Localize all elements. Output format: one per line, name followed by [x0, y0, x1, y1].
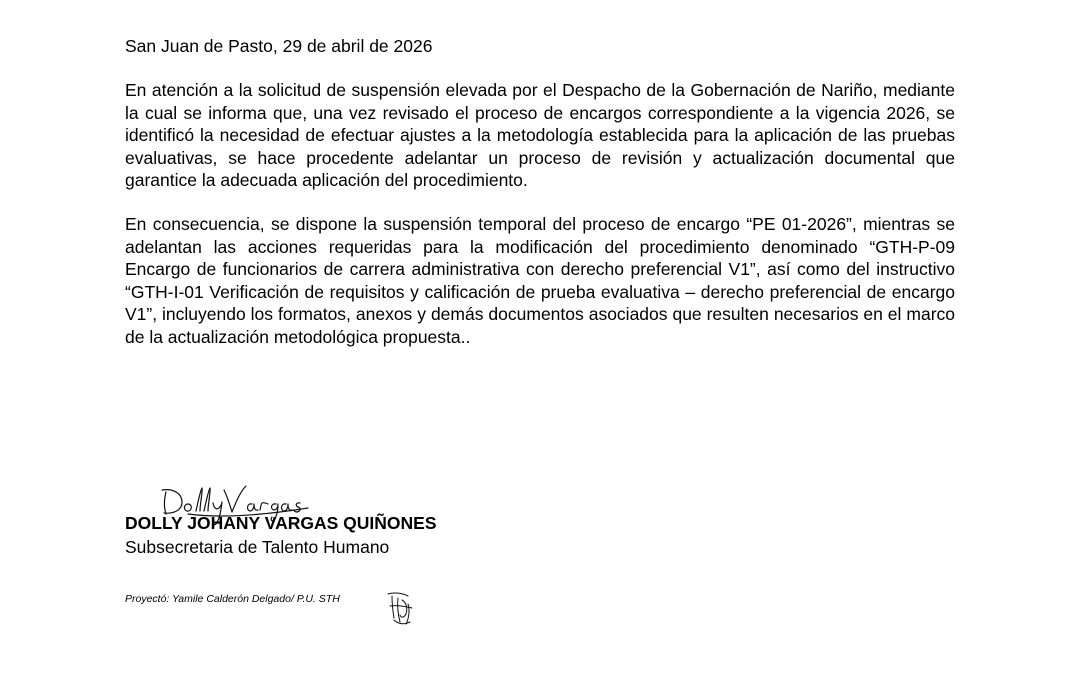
handwritten-initials — [384, 588, 418, 628]
signer-name: DOLLY JOHANY VARGAS QUIÑONES — [125, 513, 437, 533]
signer-title: Subsecretaria de Talento Humano — [125, 537, 390, 557]
paragraph-1: En atención a la solicitud de suspensión elevada por el Despacho de la Gobernación de Nariño, mediante la cual se informa que, una vez revisado el proceso de encargos correspondiente a la vigencia 2026, se identificó la necesidad de efectuar ajustes a la metodología establecida para la aplicación de las pruebas evaluativas, se hace procedente adelantar un proceso de revisión y actualización documental que garantice la adecuada aplicación del procedimiento. — [125, 80, 955, 191]
prepared-by-note: Proyectó: Yamile Calderón Delgado/ P.U. STH — [125, 593, 340, 605]
paragraph-2: En consecuencia, se dispone la suspensión temporal del proceso de encargo “PE 01-2026”, mientras se adelantan las acciones requeridas para la modificación del procedimiento denominado “GTH-P-09 Encargo de funcionarios de carrera administrativa con derecho preferencial V1”, así como del instructivo “GTH-I-01 Verificación de requisitos y calificación de prueba evaluativa – derecho preferencial de encargo V1”, incluyendo los formatos, anexos y demás documentos asociados que resulten necesarios en el marco de la actualización metodológica propuesta.. — [125, 214, 955, 347]
date-line: San Juan de Pasto, 29 de abril de 2026 — [125, 36, 433, 56]
